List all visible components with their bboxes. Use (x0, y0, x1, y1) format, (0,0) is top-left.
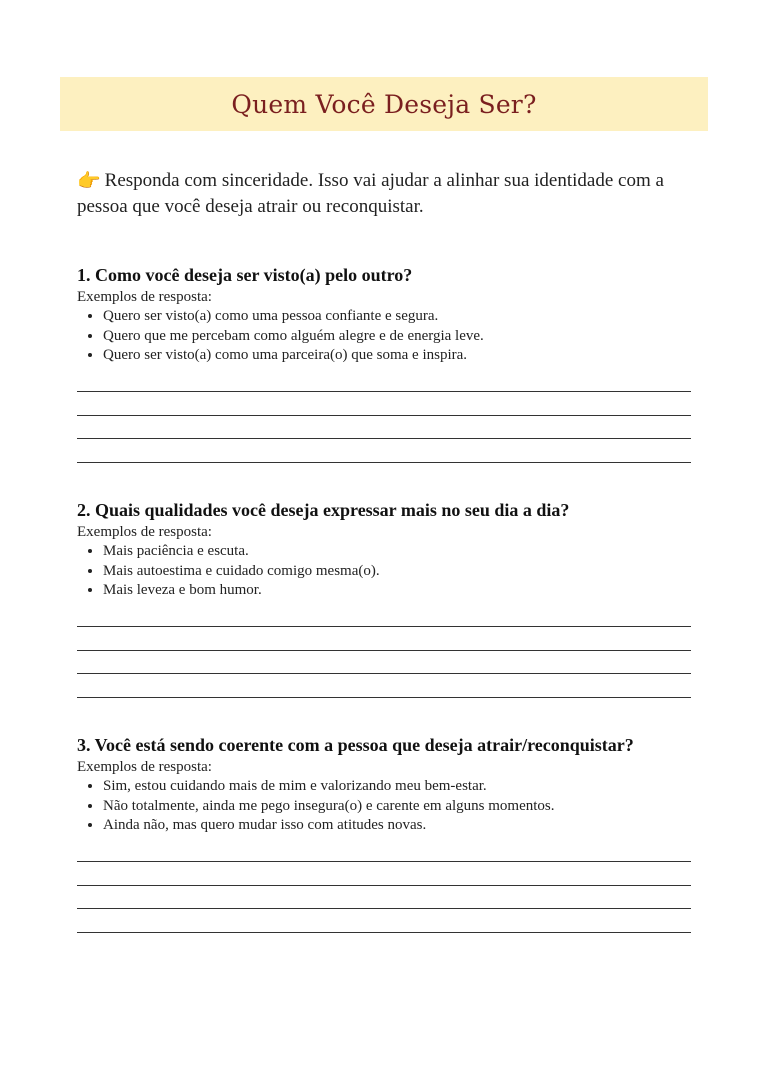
answer-line[interactable] (77, 391, 691, 392)
title-banner (60, 77, 708, 131)
question-section-3 (77, 734, 691, 836)
answer-line[interactable] (77, 415, 691, 416)
answer-line[interactable] (77, 462, 691, 463)
pointing-hand-icon: 👉 (77, 170, 101, 192)
answer-line[interactable] (77, 650, 691, 651)
examples-list (77, 307, 691, 366)
page-title: Quem Você Deseja Ser? (231, 89, 537, 119)
answer-line[interactable] (77, 673, 691, 674)
examples-label: Exemplos de resposta: (77, 524, 212, 540)
answer-line[interactable] (77, 697, 691, 698)
intro-text: Responda com sinceridade. Isso vai ajudar a alinhar sua identidade com a pessoa que você deseja atrair ou reconquistar. (77, 170, 664, 217)
list-item: • Quero ser visto(a) como uma pessoa confiante e segura. (103, 307, 691, 327)
intro-paragraph (77, 168, 697, 219)
answer-line[interactable] (77, 885, 691, 886)
answer-line[interactable] (77, 908, 691, 909)
list-item: • Mais paciência e escuta. (103, 542, 691, 562)
list-item: • Não totalmente, ainda me pego insegura(o) e carente em alguns momentos. (103, 797, 691, 817)
answer-area-2[interactable] (77, 626, 691, 720)
answer-area-3[interactable] (77, 861, 691, 955)
answer-line[interactable] (77, 932, 691, 933)
answer-line[interactable] (77, 626, 691, 627)
list-item: • Sim, estou cuidando mais de mim e valorizando meu bem-estar. (103, 777, 691, 797)
answer-area-1[interactable] (77, 391, 691, 485)
examples-label: Exemplos de resposta: (77, 759, 212, 775)
answer-line[interactable] (77, 861, 691, 862)
list-item: • Mais leveza e bom humor. (103, 581, 691, 601)
question-title: 3. Você está sendo coerente com a pessoa que deseja atrair/reconquistar? (77, 735, 634, 755)
question-title: 2. Quais qualidades você deseja expressar mais no seu dia a dia? (77, 500, 570, 520)
list-item: • Quero ser visto(a) como uma parceira(o) que soma e inspira. (103, 346, 691, 366)
answer-line[interactable] (77, 438, 691, 439)
question-section-2 (77, 499, 691, 601)
list-item: • Quero que me percebam como alguém alegre e de energia leve. (103, 327, 691, 347)
question-section-1 (77, 264, 691, 366)
examples-list (77, 542, 691, 601)
examples-label: Exemplos de resposta: (77, 289, 212, 305)
examples-list (77, 777, 691, 836)
list-item: • Ainda não, mas quero mudar isso com atitudes novas. (103, 816, 691, 836)
list-item: • Mais autoestima e cuidado comigo mesma(o). (103, 562, 691, 582)
question-title: 1. Como você deseja ser visto(a) pelo outro? (77, 265, 413, 285)
